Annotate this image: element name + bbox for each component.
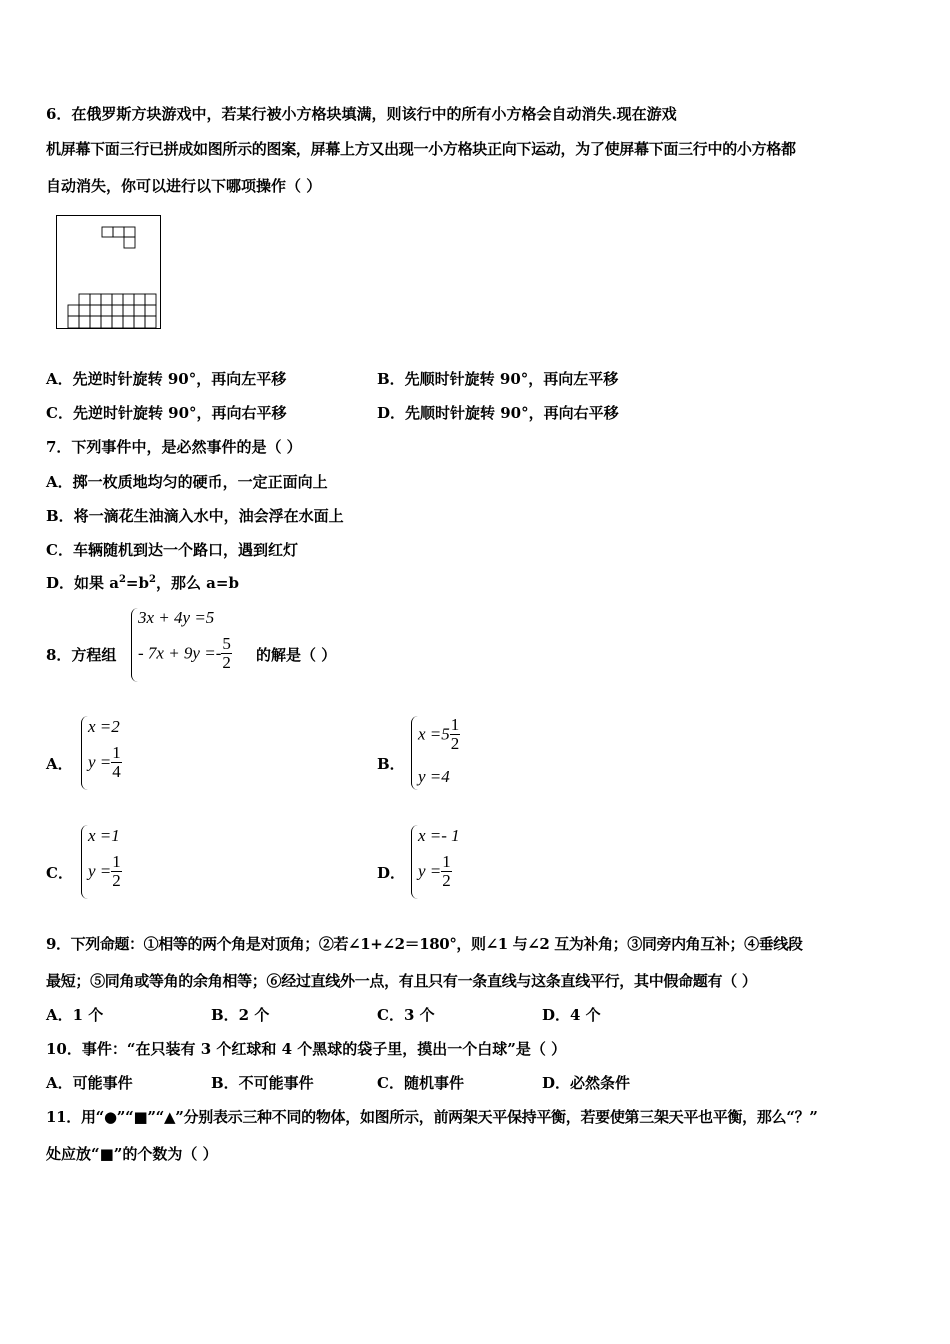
q8-a-y-den: 4: [112, 761, 121, 781]
q10-option-c[interactable]: C．随机事件: [377, 1074, 464, 1092]
q6-option-a[interactable]: A．先逆时针旋转 90°，再向左平移: [46, 370, 287, 388]
q8-option-d-label[interactable]: D．: [377, 864, 406, 882]
q8-c-y-den: 2: [112, 870, 121, 890]
q7-option-c[interactable]: C．车辆随机到达一个路口，遇到红灯: [46, 541, 298, 559]
q8-d-y-left: y =: [418, 861, 442, 881]
q8-eq2-den: 2: [222, 652, 231, 672]
q8-c-y-num: 1: [112, 852, 121, 871]
q7-stem: 7．下列事件中，是必然事件的是（ ）: [46, 438, 302, 456]
q8-c-y-left: y =: [88, 861, 112, 881]
q7-option-b[interactable]: B．将一滴花生油滴入水中，油会浮在水面上: [46, 507, 344, 525]
q10-option-d[interactable]: D．必然条件: [542, 1074, 631, 1092]
q8-option-a-y: [88, 744, 122, 781]
q8-prefix: 8．方程组: [46, 646, 117, 664]
q10-option-b[interactable]: B．不可能事件: [211, 1074, 314, 1092]
q9-stem-line2: 最短；⑤同角或等角的余角相等；⑥经过直线外一点，有且只有一条直线与这条直线平行，其中假命题有（ ）: [46, 972, 757, 990]
q6-stem-line3: 自动消失，你可以进行以下哪项操作（ ）: [46, 177, 322, 195]
q8-d-y-fraction: [441, 853, 452, 890]
q10-option-a[interactable]: A．可能事件: [46, 1074, 133, 1092]
q11-stem-line1: 11．用“●”“■”“▲”分别表示三种不同的物体，如图所示，前两架天平保持平衡，若要使第三架天平也平衡，那么“？”: [46, 1108, 818, 1126]
q8-equation-2: [138, 635, 232, 672]
q8-option-a-brace: [81, 716, 88, 790]
filled-rows: [68, 294, 156, 328]
q7-d-sup2: 2: [148, 574, 156, 585]
q8-a-y-left: y =: [88, 752, 112, 772]
q11-stem-line2: 处应放“■”的个数为（ ）: [46, 1145, 218, 1163]
q6-stem-line1: 6．在俄罗斯方块游戏中，若某行被小方格块填满，则该行中的所有小方格会自动消失.现在游戏: [46, 105, 677, 123]
q9-stem-line1: 9．下列命题：①相等的两个角是对顶角；②若∠1+∠2＝180°，则∠1 与∠2 互为补角；③同旁内角互补；④垂线段: [46, 935, 803, 953]
q8-option-d-x: x =- 1: [418, 826, 460, 845]
q10-stem: 10．事件：“在只装有 3 个红球和 4 个黑球的袋子里，摸出一个白球”是（ ）: [46, 1040, 567, 1058]
q8-d-y-num: 1: [442, 852, 451, 871]
q8-equation-1: 3x + 4y =5: [138, 608, 215, 627]
q7-d-sup1: 2: [118, 574, 126, 585]
q6-stem-line2: 机屏幕下面三行已拼成如图所示的图案，屏幕上方又出现一小方格块正向下运动，为了使屏幕下面三行中的小方格都: [46, 140, 796, 158]
q8-option-b-y: y =4: [418, 767, 450, 786]
q8-option-c-x: x =1: [88, 826, 120, 845]
q7-option-d[interactable]: [46, 572, 239, 593]
q8-option-a-label[interactable]: A．: [46, 755, 73, 773]
q8-eq2-fraction: [221, 635, 232, 672]
q8-b-x-num: 1: [450, 715, 460, 734]
q8-option-c-y: [88, 853, 122, 890]
q8-option-c-label[interactable]: C．: [46, 864, 73, 882]
q6-option-b[interactable]: B．先顺时针旋转 90°，再向左平移: [377, 370, 619, 388]
q7-d-prefix: D．如果 a: [46, 574, 119, 592]
q6-option-d[interactable]: D．先顺时针旋转 90°，再向右平移: [377, 404, 619, 422]
q8-system-brace: [131, 608, 138, 682]
q8-a-y-num: 1: [112, 743, 121, 762]
q8-option-b-x: [418, 716, 460, 753]
falling-block: [102, 227, 135, 248]
q8-option-b-brace: [411, 716, 418, 790]
q8-eq2-left: - 7x + 9y =-: [138, 643, 222, 663]
q9-option-a[interactable]: A．1 个: [46, 1006, 104, 1024]
q8-a-y-fraction: [111, 744, 122, 781]
q8-option-a-x: x =2: [88, 717, 120, 736]
q8-c-y-fraction: [111, 853, 122, 890]
q8-eq2-num: 5: [222, 634, 231, 653]
tetris-figure: [56, 215, 162, 331]
q9-option-b[interactable]: B．2 个: [211, 1006, 270, 1024]
q8-b-x-left: x =5: [418, 724, 450, 744]
q8-suffix: 的解是（ ）: [256, 646, 337, 664]
q7-option-a[interactable]: A．掷一枚质地均匀的硬币，一定正面向上: [46, 473, 328, 491]
q6-option-c[interactable]: C．先逆时针旋转 90°，再向右平移: [46, 404, 287, 422]
q8-option-c-brace: [81, 825, 88, 899]
q8-option-d-y: [418, 853, 452, 890]
q9-option-d[interactable]: D．4 个: [542, 1006, 601, 1024]
q8-b-x-fraction: [450, 716, 461, 753]
q8-option-d-brace: [411, 825, 418, 899]
q8-option-b-label[interactable]: B．: [377, 755, 405, 773]
q9-option-c[interactable]: C．3 个: [377, 1006, 435, 1024]
q8-b-x-den: 2: [450, 733, 460, 753]
q8-d-y-den: 2: [442, 870, 451, 890]
q7-d-mid: =b: [125, 574, 149, 592]
q7-d-suffix: ，那么 a=b: [155, 574, 239, 592]
